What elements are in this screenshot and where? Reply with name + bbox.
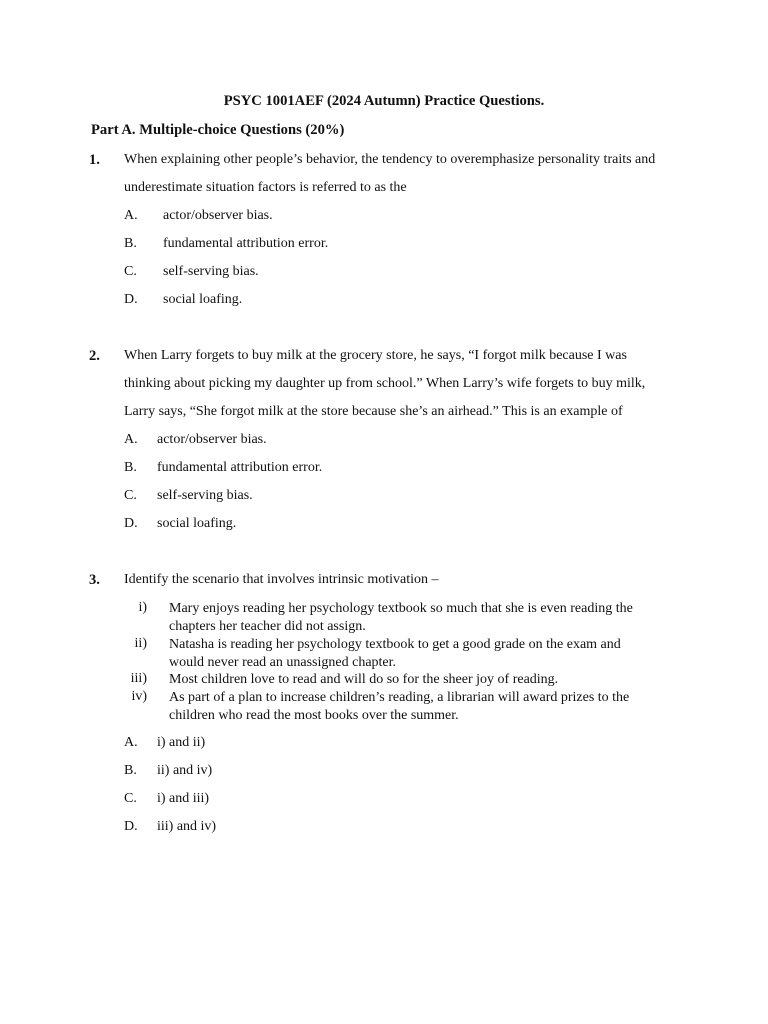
- option-text: ii) and iv): [157, 763, 213, 778]
- option-text: self-serving bias.: [157, 488, 253, 503]
- option-text: actor/observer bias.: [163, 208, 273, 223]
- question-text-line: underestimate situation factors is referred to as the: [124, 180, 407, 195]
- option-letter: D.: [124, 292, 138, 307]
- section-heading: Part A. Multiple-choice Questions (20%): [91, 122, 345, 138]
- question-text-line: thinking about picking my daughter up from school.” When Larry’s wife forgets to buy milk,: [124, 376, 646, 391]
- scenario-numeral: i): [138, 600, 147, 615]
- option-text: social loafing.: [157, 516, 237, 531]
- option-text: social loafing.: [163, 292, 243, 307]
- option-letter: A.: [124, 208, 138, 223]
- option-letter: B.: [124, 236, 137, 251]
- scenario-text: Most children love to read and will do so for the sheer joy of reading.: [169, 672, 559, 687]
- scenario-numeral: iii): [130, 671, 147, 686]
- question-text-line: Larry says, “She forgot milk at the store because she’s an airhead.” This is an example of: [124, 404, 623, 419]
- question-text-line: Identify the scenario that involves intrinsic motivation –: [124, 572, 439, 587]
- question-number: 1.: [89, 152, 100, 168]
- question-text-line: When Larry forgets to buy milk at the grocery store, he says, “I forgot milk because I was: [124, 348, 627, 363]
- option-text: fundamental attribution error.: [157, 460, 323, 475]
- option-text: actor/observer bias.: [157, 432, 267, 447]
- option-letter: C.: [124, 488, 137, 503]
- option-letter: D.: [124, 516, 138, 531]
- option-letter: C.: [124, 791, 137, 806]
- option-text: iii) and iv): [157, 819, 217, 834]
- document-title: PSYC 1001AEF (2024 Autumn) Practice Questions.: [223, 93, 545, 109]
- scenario-numeral: iv): [131, 689, 147, 704]
- scenario-text: Mary enjoys reading her psychology textbook so much that she is even reading the chapters her teacher did not assign.: [169, 601, 633, 634]
- question-number: 3.: [89, 572, 100, 588]
- option-letter: A.: [124, 432, 138, 447]
- scenario-text: Natasha is reading her psychology textbook to get a good grade on the exam and would never read an unassigned chapter.: [169, 637, 621, 670]
- option-letter: D.: [124, 819, 138, 834]
- option-letter: B.: [124, 460, 137, 475]
- option-letter: B.: [124, 763, 137, 778]
- question-text-line: When explaining other people’s behavior, the tendency to overemphasize personality traits and: [124, 152, 656, 167]
- scenario-text: As part of a plan to increase children’s reading, a librarian will award prizes to the children who read the most books over the summer.: [169, 690, 630, 723]
- option-letter: C.: [124, 264, 137, 279]
- option-text: self-serving bias.: [163, 264, 259, 279]
- option-letter: A.: [124, 735, 138, 750]
- option-text: i) and iii): [157, 791, 210, 806]
- option-text: i) and ii): [157, 735, 206, 750]
- scenario-numeral: ii): [134, 636, 147, 651]
- option-text: fundamental attribution error.: [163, 236, 329, 251]
- question-number: 2.: [89, 348, 100, 364]
